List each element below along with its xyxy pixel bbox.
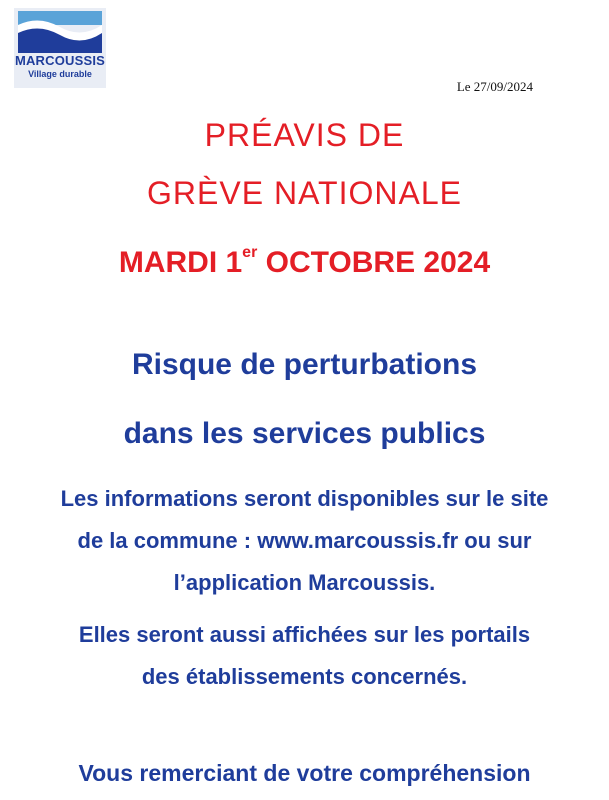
logo-town-name: MARCOUSSIS: [14, 53, 106, 68]
strike-date-month-year: OCTOBRE 2024: [257, 246, 491, 279]
closing-thanks: Vous remerciant de votre compréhension: [78, 760, 531, 786]
notice-date: Le 27/09/2024: [456, 79, 533, 94]
info-line: l’application Marcoussis.: [173, 570, 436, 595]
info-paragraph-portals: [0, 614, 609, 698]
strike-date: [0, 246, 609, 280]
info-paragraph-website: [0, 478, 609, 604]
strike-date-ordinal: er: [242, 244, 258, 261]
marcoussis-logo: [14, 8, 106, 88]
title-line-1: PRÉAVIS DE: [204, 117, 405, 153]
title-line-2: GRÈVE NATIONALE: [147, 175, 462, 211]
logo-tagline: Village durable: [28, 69, 92, 79]
info-line: Elles seront aussi affichées sur les portails: [78, 622, 531, 647]
info-line: de la commune : www.marcoussis.fr ou sur: [77, 528, 532, 553]
strike-date-day: MARDI 1: [118, 246, 243, 279]
wave-logo-icon: [18, 11, 102, 53]
subtitle-line-2: dans les services publics: [123, 417, 486, 450]
subtitle-line-1: Risque de perturbations: [131, 348, 478, 381]
info-line: des établissements concernés.: [141, 664, 468, 689]
info-line: Les informations seront disponibles sur le site: [60, 486, 549, 511]
